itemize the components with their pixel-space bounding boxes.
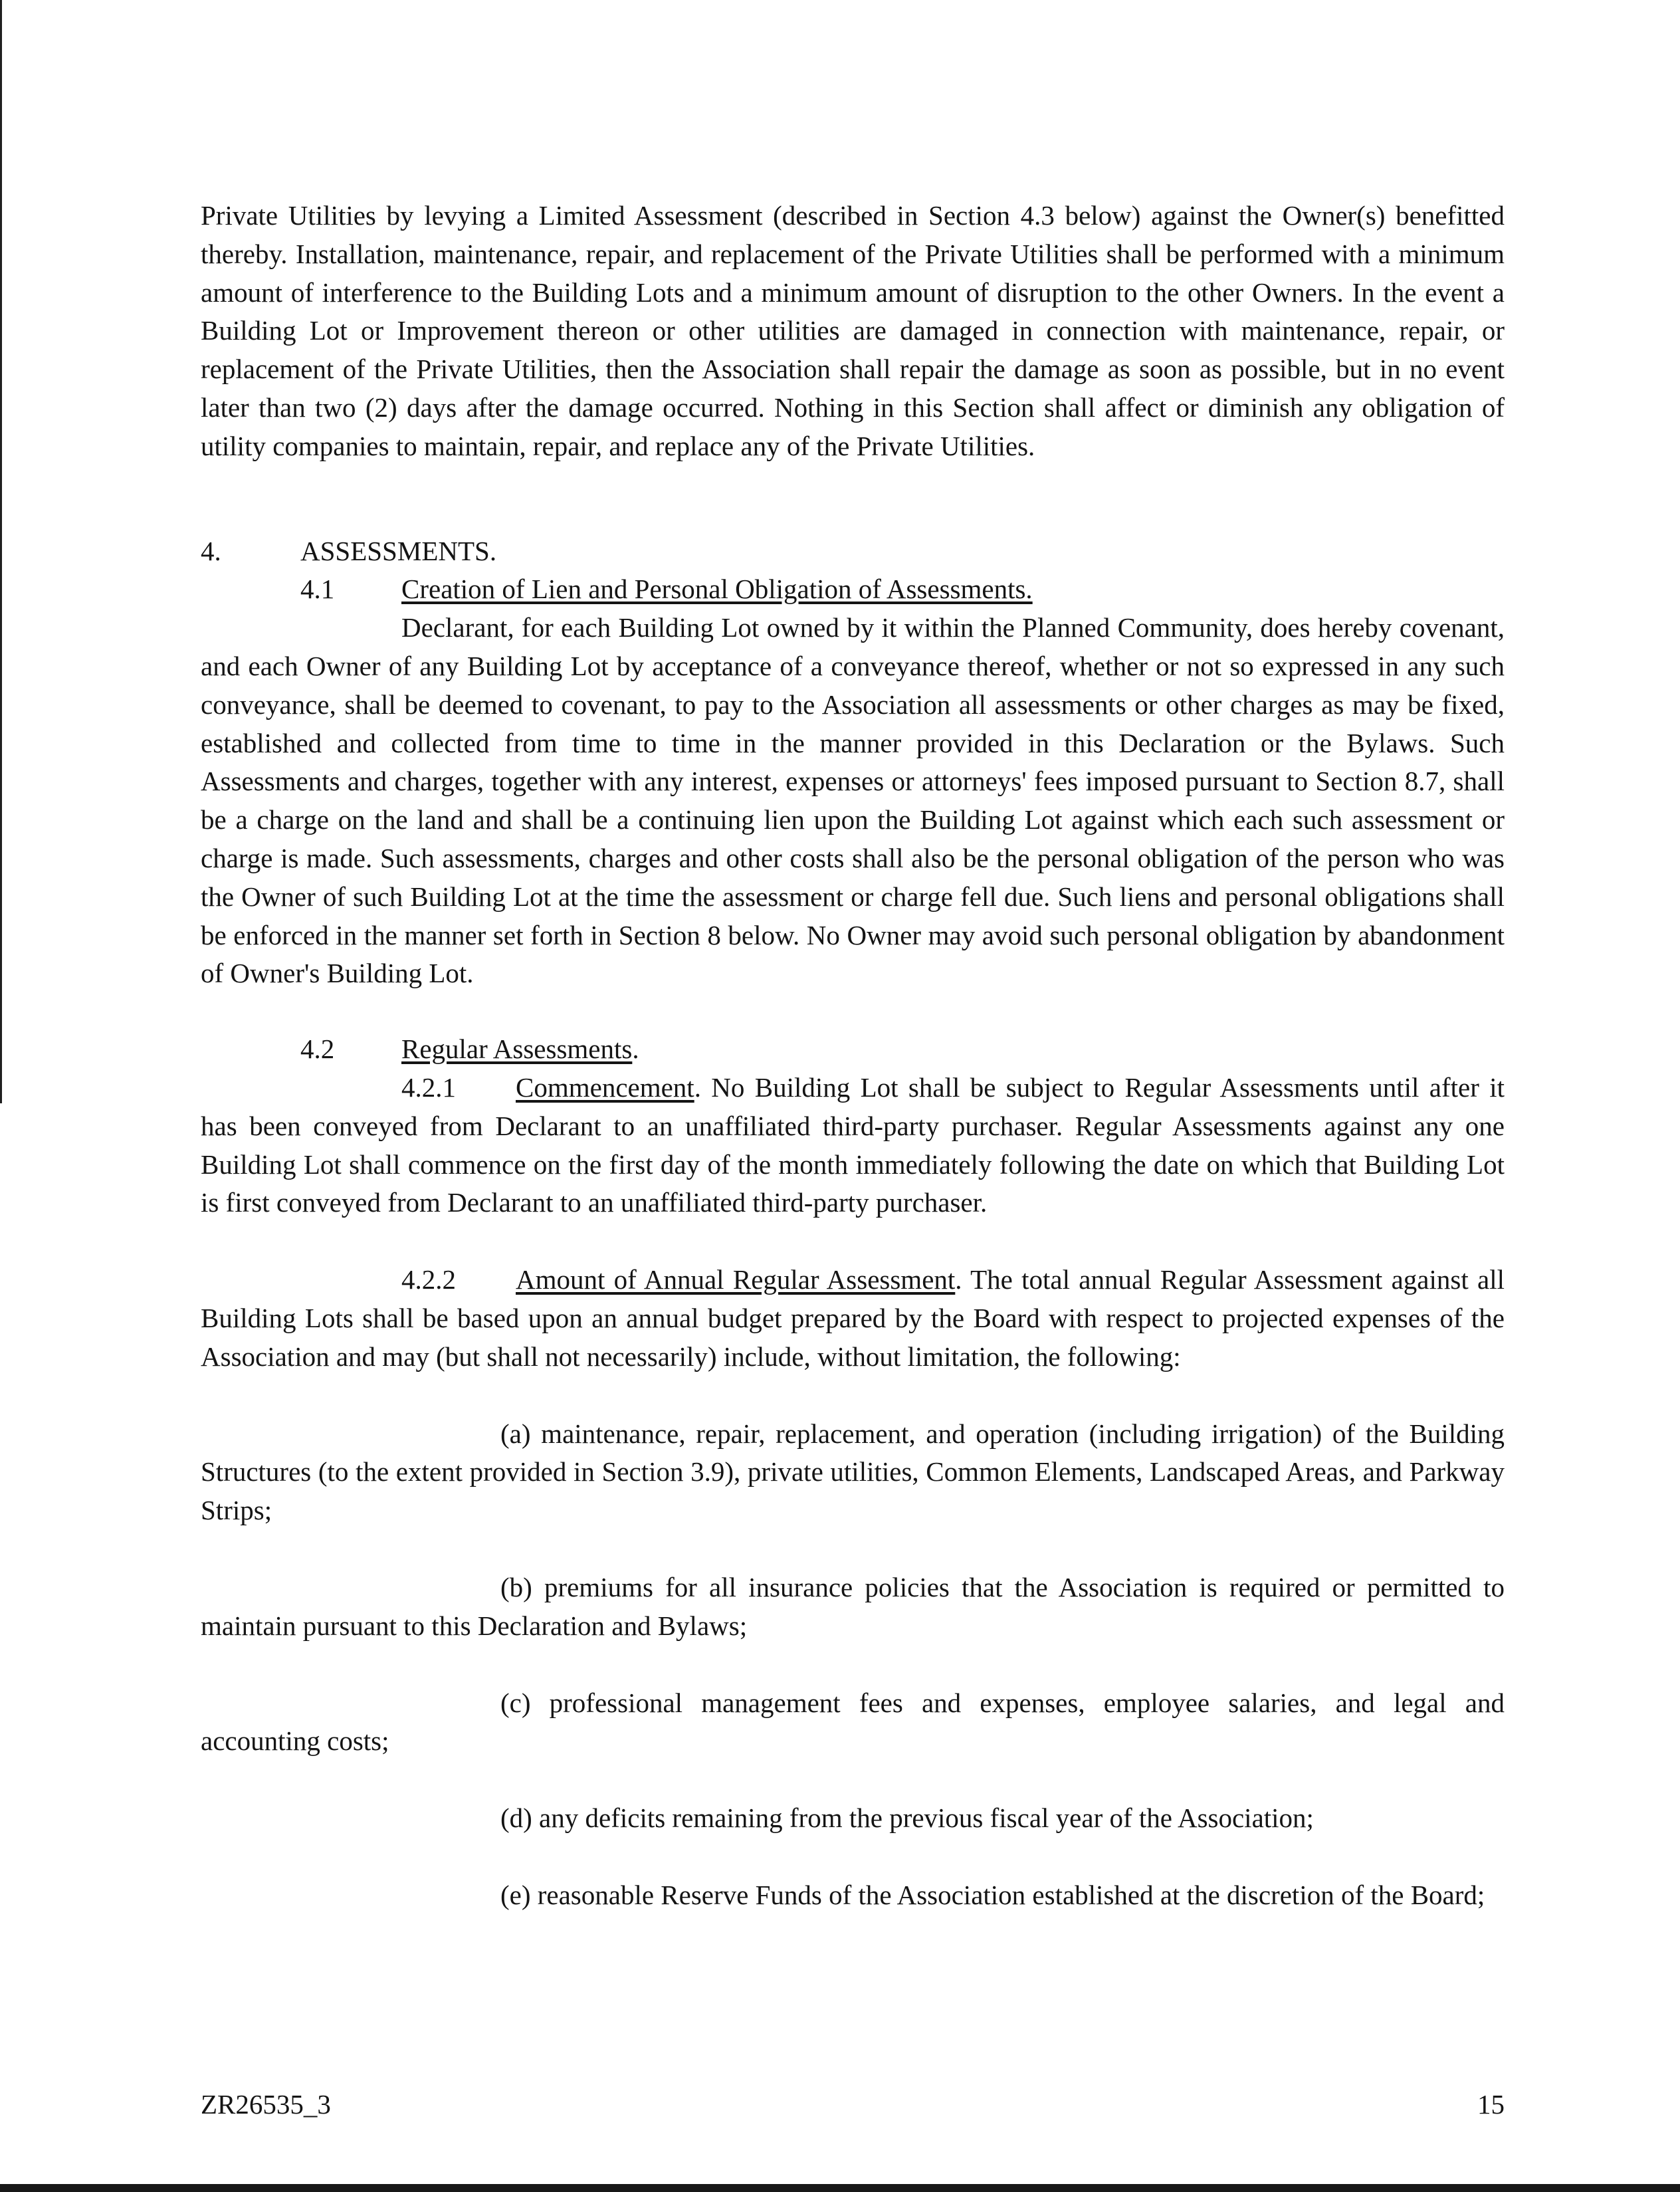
list-item-d: (d) any deficits remaining from the previous fiscal year of the Association;	[500, 1803, 1314, 1834]
section-4-title: ASSESSMENTS.	[300, 535, 497, 566]
section-4-2-2-title: Amount of Annual Regular Assessment	[516, 1264, 956, 1295]
section-4-2-1-paragraph	[201, 1069, 1505, 1222]
section-4-2-1-number: 4.2.1	[401, 1071, 456, 1103]
list-item-b: (b) premiums for all insurance policies that the Association is required or permitted to maintain pursuant to this Declaration and Bylaws;	[201, 1571, 1505, 1641]
section-4-1-body: Declarant, for each Building Lot owned by it within the Planned Community, does hereby covenant, and each Owner of any Building Lot by acceptance of a conveyance thereof, whether or not so expressed in any such conveyance, shall be deemed to covenant, to pay to the Association all assessments or other charges as may be fixed, established and collected from time to time in the manner provided in this Declaration or the Bylaws. Such Assessments and charges, together with any interest, expenses or attorneys' fees imposed pursuant to Section 8.7, shall be a charge on the land and shall be a continuing lien upon the Building Lot against which each such assessment or charge is made. Such assessments, charges and other costs shall also be the personal obligation of the person who was the Owner of such Building Lot at the time the assessment or charge fell due. Such liens and personal obligations shall be enforced in the manner set forth in Section 8 below. No Owner may avoid such personal obligation by abandonment of Owner's Building Lot.	[201, 612, 1505, 989]
scan-bottom-edge	[0, 2184, 1680, 2192]
section-4-1-number: 4.1	[300, 574, 335, 605]
section-4-number: 4.	[201, 535, 221, 566]
section-4-2-1-body: . No Building Lot shall be subject to Regular Assessments until after it has been conveyed from Declarant to an unaffiliated third-party purchaser. Regular Assessments against any one Building Lot shall commence on the first day of the month immediately following the date on which that Building Lot is first conveyed from Declarant to an unaffiliated third-party purchaser.	[201, 1071, 1505, 1218]
list-item-c: (c) professional management fees and expenses, employee salaries, and legal and accounting costs;	[201, 1687, 1505, 1757]
section-4-2-2-paragraph	[201, 1261, 1505, 1376]
section-4-2-number: 4.2	[300, 1034, 335, 1065]
scan-left-edge	[0, 0, 2, 1103]
section-4-2-title-suffix: .	[632, 1034, 639, 1065]
section-4-1-title: Creation of Lien and Personal Obligation of Assessments.	[401, 574, 1033, 605]
section-4-heading	[201, 532, 1505, 571]
document-page	[201, 197, 1505, 1915]
intro-paragraph: Private Utilities by levying a Limited Assessment (described in Section 4.3 below) against the Owner(s) benefitted thereby. Installation, maintenance, repair, and replacement of the Private Utilities shall be performed with a minimum amount of interference to the Building Lots and a minimum amount of disruption to the other Owners. In the event a Building Lot or Improvement thereon or other utilities are damaged in connection with maintenance, repair, or replacement of the Private Utilities, then the Association shall repair the damage as soon as possible, but in no event later than two (2) days after the damage occurred. Nothing in this Section shall affect or diminish any obligation of utility companies to maintain, repair, and replace any of the Private Utilities.	[201, 200, 1505, 461]
section-4-2-2-number: 4.2.2	[401, 1264, 456, 1295]
section-4-2-1-title: Commencement	[516, 1071, 694, 1103]
section-4-2-title: Regular Assessments	[401, 1034, 633, 1065]
list-item-e: (e) reasonable Reserve Funds of the Association established at the discretion of the Board;	[500, 1879, 1485, 1910]
list-item-a: (a) maintenance, repair, replacement, and operation (including irrigation) of the Building Structures (to the extent provided in Section 3.9), private utilities, Common Elements, Landscaped Areas, and Parkway Strips;	[201, 1418, 1505, 1526]
section-4-2-heading	[201, 1030, 1505, 1069]
document-id: ZR26535_3	[201, 2089, 331, 2120]
section-4-2-2-body: . The total annual Regular Assessment against all Building Lots shall be based upon an annual budget prepared by the Board with respect to projected expenses of the Association and may (but shall not necessarily) include, without limitation, the following:	[201, 1264, 1505, 1372]
section-4-1-heading	[201, 570, 1505, 609]
page-number: 15	[1477, 2089, 1505, 2120]
